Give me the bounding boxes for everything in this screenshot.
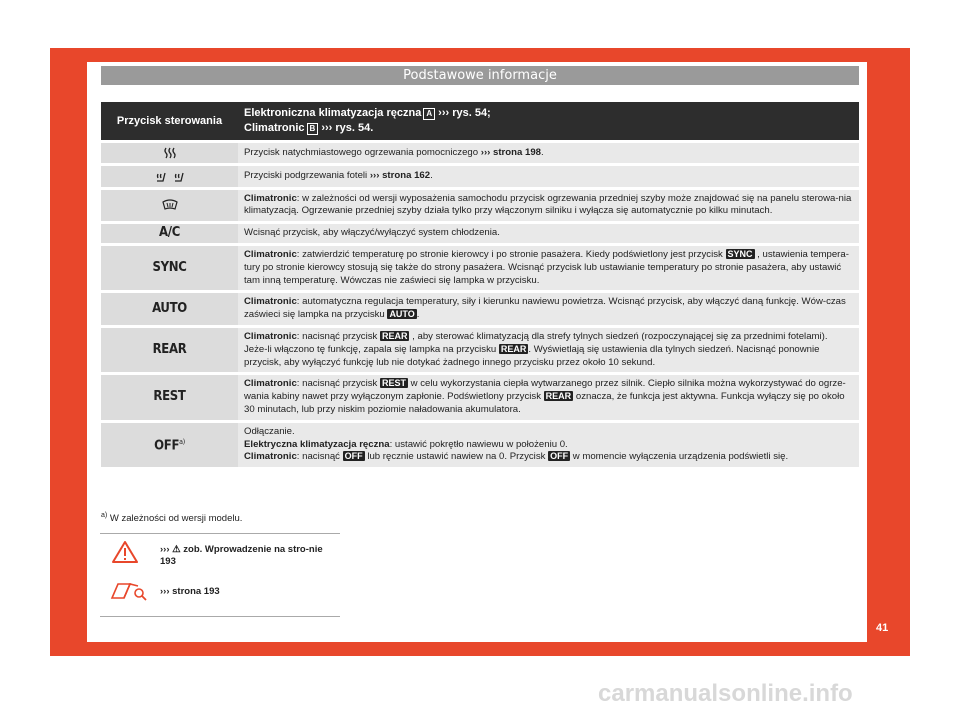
table-row [101, 328, 859, 372]
desc-text-b: . [416, 309, 420, 321]
desc-end: . [430, 170, 433, 182]
col-header-description [238, 102, 859, 140]
table-row [101, 293, 859, 325]
page-number: 41 [876, 622, 889, 634]
book-note[interactable]: ››› strona 193 [160, 586, 220, 597]
desc-line-2: : ustawić pokrętło nawiewu w położeniu 0. [389, 438, 568, 450]
sync-key: SYNC [101, 246, 238, 290]
notes-box [100, 533, 340, 617]
row-description [238, 246, 859, 290]
inline-key-2: REAR [545, 391, 572, 402]
desc-text-c: . Wyświetlają się ustawienia dla tylnych siedzeń. Nacisnąć ponownie przycisk, aby wyłączyć funkcję lub nie dotykać żadnego innego przycisku przez około 10 sekund. [244, 343, 820, 368]
desc-line-3b: lub ręcznie ustawić nawiew na 0. Przycisk [364, 451, 549, 463]
footnote-mark: a) [101, 512, 108, 519]
header-text: Elektroniczna klimatyzacja ręczna [244, 107, 422, 119]
header-ref: ››› rys. 54; [435, 107, 491, 119]
desc-text: : w zależności od wersji wyposażenia samochodu przycisk ogrzewania przedniej szyby może znajdować się na panelu sterowa-nia klimatyzacją. Ogrzewanie przedniej szyby działa tylko przy włączonym silniku i wyłącza się automatycznie po kilku minutach. [244, 192, 852, 217]
table-row [101, 375, 859, 419]
badge-a: A [423, 108, 435, 120]
desc-bold-3: Climatronic [244, 451, 297, 463]
row-description [238, 143, 859, 163]
rear-key: REAR [101, 328, 238, 372]
desc-text: : zatwierdzić temperaturę po stronie kierowcy i po stronie pasażera. Kiedy podświetlony jest przycisk [296, 248, 726, 260]
desc-text-c: oznacza, że funkcja jest aktywna. Funkcja wyłączy się po około 30 minutach, lub przy niskim poziomie naładowania akumulatora. [244, 391, 845, 415]
page-link[interactable]: ››› strona 198 [480, 146, 542, 158]
seat-heating-icon [101, 166, 238, 186]
table-row [101, 246, 859, 290]
inline-key-2: REAR [500, 343, 527, 354]
desc-bold: Climatronic [244, 378, 297, 390]
table-row [101, 166, 859, 186]
header-ref-2: ››› rys. 54. [318, 122, 374, 134]
desc-text-b: , aby sterować klimatyzacją dla strefy tylnych siedzeń (rozpoczynającej się za przednimi fotelami). Jeże-li włączono tę funkcję, zapala się lampka na przycisku [244, 330, 828, 355]
inline-key-2: OFF [550, 451, 569, 462]
row-description [238, 375, 859, 419]
windshield-defrost-icon [101, 190, 238, 222]
rear-defrost-icon [101, 143, 238, 163]
desc-text-b: , ustawienia tempera-tury po stronie kierowcy stosują się także do strony pasażera. Wcisnąć przycisk lub ustawianie temperatury po stronie pasażera, aby ustawić tam inną temperaturę. Wówczas nie zaświeci się lampka w przycisku. [244, 248, 849, 286]
desc-text: : nacisnąć przycisk [296, 330, 380, 342]
row-description [238, 224, 859, 243]
col-header-button: Przycisk sterowania [101, 102, 238, 140]
ac-key: A/C [101, 224, 238, 243]
row-description [238, 190, 859, 222]
desc-bold: Climatronic [244, 296, 297, 308]
warning-icon [112, 540, 138, 568]
desc-text: : automatyczna regulacja temperatury, siły i kierunku nawiewu powietrza. Wcisnąć przycisk, aby włączyć daną funkcję. Wów-czas zaświeci się lampka na przycisku [244, 296, 846, 321]
badge-b: B [307, 123, 319, 135]
row-description [238, 166, 859, 186]
desc-text: : nacisnąć przycisk [296, 378, 380, 390]
table-row [101, 143, 859, 163]
page-link[interactable]: ››› strona 162 [369, 170, 431, 182]
row-description [238, 328, 859, 372]
table-header-row [101, 102, 859, 140]
desc-text-b: w celu wykorzystania ciepła wytwarzanego przez silnik. Ciepło silnika można wykorzystywać do ogrze-wania kabiny nawet przy wyłączonym zapłonie. Podświetlony przycisk [244, 378, 846, 403]
rest-key: REST [101, 375, 238, 419]
desc-text: Przyciski podgrzewania foteli [244, 170, 370, 182]
desc-line-3a: : nacisnąć [296, 451, 343, 463]
desc-bold: Climatronic [244, 248, 297, 260]
warning-note[interactable]: ››› ⚠ zob. Wprowadzenie na stro-nie 193 [160, 544, 323, 567]
section-title: Podstawowe informacje [101, 66, 859, 85]
desc-end: . [541, 146, 544, 158]
row-description [238, 423, 859, 467]
desc-text: Wcisnąć przycisk, aby włączyć/wyłączyć system chłodzenia. [244, 227, 500, 239]
footnote [101, 512, 242, 524]
footnote-text: W zależności od wersji modelu. [109, 513, 243, 525]
inline-key: OFF [344, 451, 363, 462]
controls-table [101, 99, 859, 470]
inline-key: SYNC [727, 248, 753, 259]
table-row [101, 190, 859, 222]
book-icon [108, 578, 148, 608]
off-key [101, 423, 238, 467]
inline-key: AUTO [389, 309, 415, 320]
inline-key: REST [381, 378, 406, 389]
desc-bold-2: Elektryczna klimatyzacja ręczna [244, 438, 390, 450]
header-text-2: Climatronic [244, 122, 305, 134]
watermark: carmanualsonline.info [598, 680, 853, 707]
auto-key: AUTO [101, 293, 238, 325]
table-row [101, 423, 859, 467]
off-key-label: OFF [154, 438, 180, 454]
desc-text: Przycisk natychmiastowego ogrzewania pomocniczego [244, 146, 481, 158]
inline-key: REAR [381, 330, 408, 341]
desc-bold: Climatronic [244, 192, 297, 204]
table-row [101, 224, 859, 243]
row-description [238, 293, 859, 325]
footnote-mark: a) [179, 438, 185, 447]
desc-bold: Climatronic [244, 330, 297, 342]
desc-line-3c: w momencie wyłączenia urządzenia podświetli się. [570, 451, 789, 463]
desc-line-1: Odłączanie. [244, 425, 295, 437]
